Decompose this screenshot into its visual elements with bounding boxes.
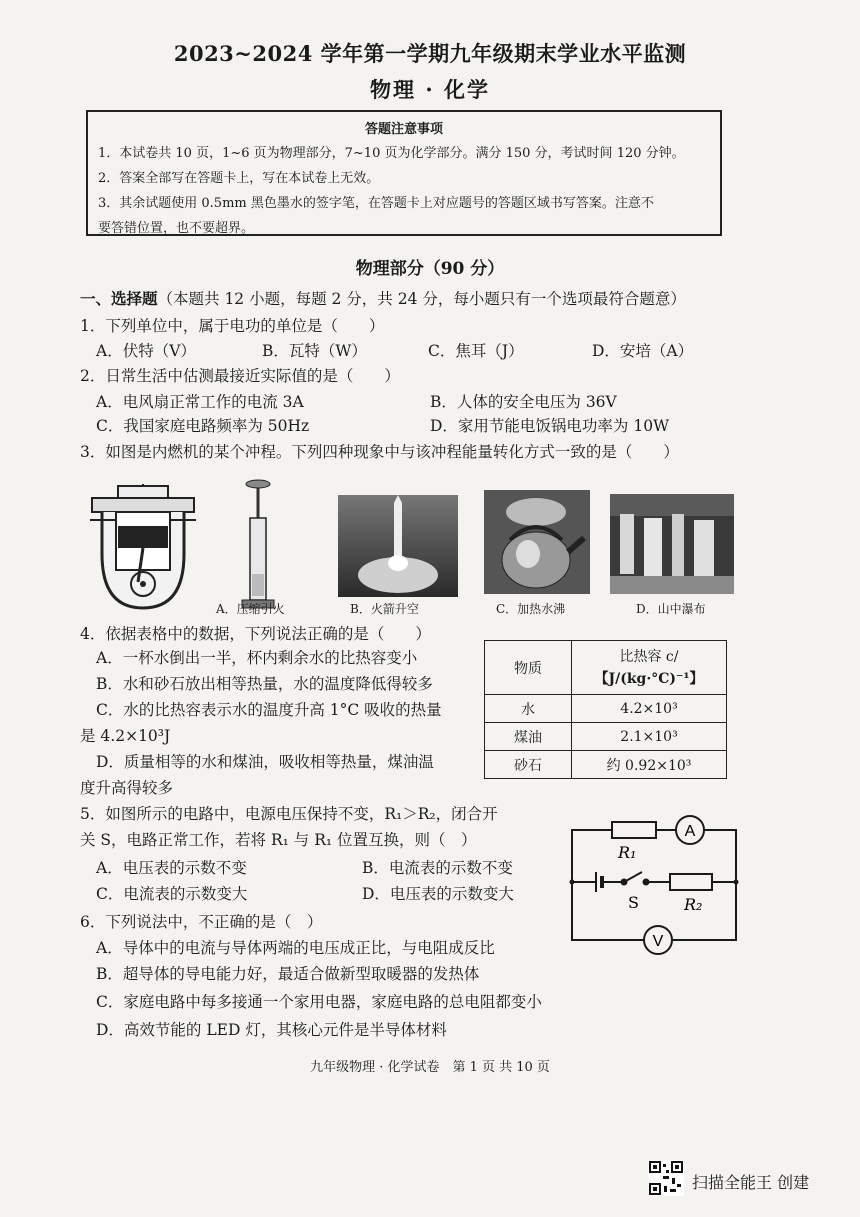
table-header-heat-line2: 【J/(kg·°C)⁻¹】 — [594, 670, 704, 687]
table-cell: 水 — [485, 695, 572, 723]
part-description: （本题共 12 小题，每题 2 分，共 24 分，每小题只有一个选项最符合题意） — [157, 290, 686, 308]
notice-title: 答题注意事项 — [364, 122, 443, 137]
part-heading: 一、选择题 — [80, 289, 158, 308]
q4-stem: 4．依据表格中的数据，下列说法正确的是（ ） — [80, 625, 431, 643]
q5-option-a: A．电压表的示数不变 — [96, 859, 247, 877]
q6-option-d: D．高效节能的 LED 灯，其核心元件是半导体材料 — [96, 1021, 447, 1039]
table-cell: 约 0.92×10³ — [572, 751, 727, 779]
q4-option-d-cont: 度升高得较多 — [80, 779, 174, 797]
qr-code-icon — [648, 1160, 684, 1196]
exam-subtitle: 物理 · 化学 — [370, 77, 490, 102]
q6-option-b: B．超导体的导电能力好，最适合做新型取暖器的发热体 — [96, 965, 480, 983]
part-heading-line — [80, 289, 686, 309]
q3-caption-d: D．山中瀑布 — [636, 602, 706, 616]
table-cell: 煤油 — [485, 723, 572, 751]
table-header-substance: 物质 — [485, 641, 572, 695]
switch-label: S — [628, 893, 639, 912]
q3-caption-a: A．压缩引火 — [216, 602, 285, 616]
notice-line: 2．答案全部写在答题卡上，写在本试卷上无效。 — [98, 171, 380, 186]
section-title: 物理部分（90 分） — [355, 259, 505, 279]
table-header-heat — [572, 641, 727, 695]
q5-stem: 5．如图所示的电路中，电源电压保持不变，R₁＞R₂，闭合开 — [80, 805, 498, 823]
q2-stem: 2．日常生活中估测最接近实际值的是（ ） — [80, 367, 400, 385]
q3-caption-b: B．火箭升空 — [350, 602, 419, 616]
compression-ignition-figure — [236, 478, 280, 613]
q2-option-c: C．我国家庭电路频率为 50Hz — [96, 417, 310, 435]
table-cell: 4.2×10³ — [572, 695, 727, 723]
q6-stem: 6．下列说法中，不正确的是（ ） — [80, 913, 323, 931]
q1-option-b: B．瓦特（W） — [262, 342, 367, 360]
q5-option-c: C．电流表的示数变大 — [96, 885, 248, 903]
page-footer: 九年级物理 · 化学试卷 第 1 页 共 10 页 — [310, 1060, 550, 1075]
q2-option-b: B．人体的安全电压为 36V — [430, 393, 617, 411]
q1-option-c: C．焦耳（J） — [428, 342, 524, 360]
waterfall-photo — [610, 494, 734, 594]
q1-stem: 1．下列单位中，属于电功的单位是（ ） — [80, 317, 385, 335]
q1-option-d: D．安培（A） — [592, 342, 694, 360]
rocket-launch-photo — [338, 495, 458, 597]
boiling-kettle-photo — [484, 490, 590, 594]
notice-line: 要答错位置，也不要超界。 — [98, 221, 255, 236]
notice-line: 3．其余试题使用 0.5mm 黑色墨水的签字笔，在答题卡上对应题号的答题区域书写答案。注意不 — [98, 196, 654, 211]
specific-heat-table — [484, 640, 727, 779]
resistor-r2-label: R₂ — [684, 895, 703, 914]
circuit-diagram — [560, 810, 750, 968]
q4-option-b: B．水和砂石放出相等热量，水的温度降低得较多 — [96, 675, 433, 693]
notice-box — [86, 110, 722, 236]
watermark-text: 扫描全能王 创建 — [692, 1173, 810, 1192]
exam-title: 2023~2024 学年第一学期九年级期末学业水平监测 — [173, 41, 687, 66]
q1-option-a: A．伏特（V） — [96, 342, 196, 360]
q6-option-c: C．家庭电路中每多接通一个家用电器，家庭电路的总电阻都变小 — [96, 993, 542, 1011]
q6-option-a: A．导体中的电流与导体两端的电压成正比，与电阻成反比 — [96, 939, 495, 957]
table-header-heat-line1: 比热容 c/ — [619, 648, 679, 665]
notice-line: 1．本试卷共 10 页，1~6 页为物理部分，7~10 页为化学部分。满分 150 分，考试时间 120 分钟。 — [98, 146, 685, 161]
q4-option-c-cont: 是 4.2×10³J — [80, 727, 171, 745]
q5-stem-cont: 关 S，电路正常工作，若将 R₁ 与 R₁ 位置互换，则（ ） — [80, 831, 477, 849]
q5-option-d: D．电压表的示数变大 — [362, 885, 514, 903]
q4-option-a: A．一杯水倒出一半，杯内剩余水的比热容变小 — [96, 649, 418, 667]
voltmeter-label: V — [652, 933, 664, 950]
q4-option-d: D．质量相等的水和煤油，吸收相等热量，煤油温 — [96, 753, 434, 771]
q3-caption-c: C．加热水沸 — [496, 602, 566, 616]
engine-stroke-figure — [88, 484, 198, 614]
q2-option-a: A．电风扇正常工作的电流 3A — [96, 393, 304, 411]
table-cell: 2.1×10³ — [572, 723, 727, 751]
q2-option-d: D．家用节能电饭锅电功率为 10W — [430, 417, 670, 435]
q3-stem: 3．如图是内燃机的某个冲程。下列四种现象中与该冲程能量转化方式一致的是（ ） — [80, 443, 679, 461]
q4-option-c: C．水的比热容表示水的温度升高 1°C 吸收的热量 — [96, 701, 442, 719]
ammeter-label: A — [684, 823, 696, 840]
table-cell: 砂石 — [485, 751, 572, 779]
q5-option-b: B．电流表的示数不变 — [362, 859, 513, 877]
resistor-r1-label: R₁ — [618, 843, 637, 862]
